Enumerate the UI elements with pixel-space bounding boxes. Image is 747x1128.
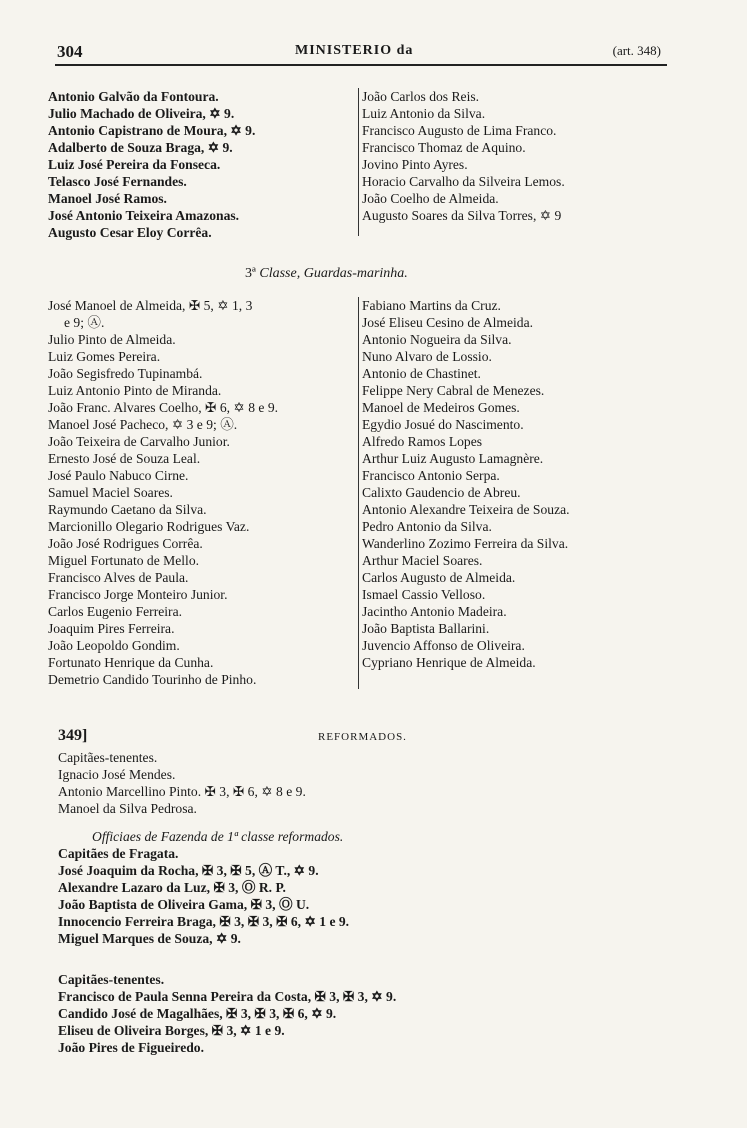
list-item: Cypriano Henrique de Almeida. — [362, 655, 536, 670]
list-item: Capitães-tenentes. — [58, 750, 158, 765]
list-item: e 9; Ⓐ. — [64, 315, 105, 330]
list-item: João Coelho de Almeida. — [362, 191, 499, 206]
section1-columns — [48, 88, 668, 240]
list-item: José Joaquim da Rocha, ✠ 3, ✠ 5, Ⓐ T., ✡ 9. — [58, 863, 319, 878]
page-number: 304 — [57, 42, 83, 61]
list-item: Horacio Carvalho da Silveira Lemos. — [362, 174, 565, 189]
list-item: Carlos Augusto de Almeida. — [362, 570, 516, 585]
list-item: João Baptista de Oliveira Gama, ✠ 3, Ⓞ U. — [58, 897, 310, 912]
list-item: Ignacio José Mendes. — [58, 767, 176, 782]
list-item: Augusto Cesar Eloy Corrêa. — [48, 225, 212, 240]
list-item: Miguel Fortunato de Mello. — [48, 553, 200, 568]
list-item: Augusto Soares da Silva Torres, ✡ 9 — [362, 208, 562, 223]
list-item: Egydio Josué do Nascimento. — [362, 417, 524, 432]
list-item: João Leopoldo Gondim. — [48, 638, 180, 653]
list-item: Manoel José Ramos. — [48, 191, 167, 206]
list-item: José Antonio Teixeira Amazonas. — [48, 208, 240, 223]
list-item: Samuel Maciel Soares. — [48, 485, 173, 500]
list-item: Pedro Antonio da Silva. — [362, 519, 492, 534]
list-item: Francisco Antonio Serpa. — [362, 468, 500, 483]
list-item: José Eliseu Cesino de Almeida. — [362, 315, 534, 330]
list-item: João José Rodrigues Corrêa. — [48, 536, 203, 551]
section1-right-column — [362, 88, 662, 224]
section2-heading-prefix: 3ª — [245, 266, 256, 281]
fazenda-subheading: Officiaes de Fazenda de 1ª classe reformados. — [92, 829, 344, 844]
list-item: Marcionillo Olegario Rodrigues Vaz. — [48, 519, 250, 534]
list-item: Francisco de Paula Senna Pereira da Costa, ✠ 3, ✠ 3, ✡ 9. — [58, 989, 397, 1004]
list-item: Luiz Antonio da Silva. — [362, 106, 486, 121]
list-item: Miguel Marques de Souza, ✡ 9. — [58, 931, 241, 946]
list-item: Adalberto de Souza Braga, ✡ 9. — [48, 140, 233, 155]
section2-columns — [48, 297, 668, 689]
list-item: Antonio Capistrano de Moura, ✡ 9. — [48, 123, 256, 138]
list-item: Luiz José Pereira da Fonseca. — [48, 157, 221, 172]
reformados-group2 — [58, 845, 349, 947]
list-item: Nuno Alvaro de Lossio. — [362, 349, 492, 364]
reformados-fazenda-block — [58, 828, 349, 947]
list-item: Jacintho Antonio Madeira. — [362, 604, 507, 619]
list-item: Luiz Antonio Pinto de Miranda. — [48, 383, 222, 398]
list-item: Manoel da Silva Pedrosa. — [58, 801, 197, 816]
list-item: Francisco Augusto de Lima Franco. — [362, 123, 557, 138]
column-divider — [358, 297, 359, 689]
list-item: Felippe Nery Cabral de Menezes. — [362, 383, 545, 398]
section2-right-column — [362, 297, 662, 671]
article-reference: (art. 348) — [612, 43, 661, 58]
article-title: REFORMADOS. — [318, 731, 407, 743]
list-item: Juvencio Affonso de Oliveira. — [362, 638, 525, 653]
list-item: João Carlos dos Reis. — [362, 89, 480, 104]
list-item: João Pires de Figueiredo. — [58, 1040, 204, 1055]
list-item: Antonio Nogueira da Silva. — [362, 332, 512, 347]
article-number: 349] — [58, 727, 88, 744]
list-item: Wanderlino Zozimo Ferreira da Silva. — [362, 536, 569, 551]
section2-heading-text: Classe, Guardas-marinha. — [259, 266, 408, 281]
list-item: Luiz Gomes Pereira. — [48, 349, 161, 364]
list-item: Antonio Alexandre Teixeira de Souza. — [362, 502, 570, 517]
list-item: Francisco Thomaz de Aquino. — [362, 140, 526, 155]
list-item: Candido José de Magalhães, ✠ 3, ✠ 3, ✠ 6, ✡ 9. — [58, 1006, 337, 1021]
list-item: Telasco José Fernandes. — [48, 174, 187, 189]
list-item: Capitães-tenentes. — [58, 972, 165, 987]
list-item: Alfredo Ramos Lopes — [362, 434, 483, 449]
list-item: Carlos Eugenio Ferreira. — [48, 604, 183, 619]
running-title: MINISTERIO da — [295, 43, 414, 58]
column-divider — [358, 88, 359, 236]
list-item: Antonio Galvão da Fontoura. — [48, 89, 219, 104]
list-item: João Franc. Alvares Coelho, ✠ 6, ✡ 8 e 9. — [48, 400, 279, 415]
list-item: Ernesto José de Souza Leal. — [48, 451, 201, 466]
list-item: Arthur Luiz Augusto Lamagnère. — [362, 451, 544, 466]
list-item: Julio Machado de Oliveira, ✡ 9. — [48, 106, 235, 121]
list-item: João Baptista Ballarini. — [362, 621, 490, 636]
section1-left-column — [48, 88, 358, 241]
list-item: Francisco Jorge Monteiro Junior. — [48, 587, 228, 602]
list-item: Antonio Marcellino Pinto. ✠ 3, ✠ 6, ✡ 8 e 9. — [58, 784, 306, 799]
list-item: Antonio de Chastinet. — [362, 366, 481, 381]
list-item: Capitães de Fragata. — [58, 846, 179, 861]
list-item: Calixto Gaudencio de Abreu. — [362, 485, 521, 500]
list-item: José Paulo Nabuco Cirne. — [48, 468, 189, 483]
list-item: Raymundo Caetano da Silva. — [48, 502, 207, 517]
reformados-group1 — [58, 749, 306, 817]
list-item: José Manoel de Almeida, ✠ 5, ✡ 1, 3 — [48, 298, 253, 313]
list-item: Fabiano Martins da Cruz. — [362, 298, 501, 313]
list-item: Alexandre Lazaro da Luz, ✠ 3, Ⓞ R. P. — [58, 880, 286, 895]
list-item: Eliseu de Oliveira Borges, ✠ 3, ✡ 1 e 9. — [58, 1023, 285, 1038]
list-item: Jovino Pinto Ayres. — [362, 157, 468, 172]
list-item: Fortunato Henrique da Cunha. — [48, 655, 214, 670]
page-header — [55, 38, 667, 66]
list-item: Joaquim Pires Ferreira. — [48, 621, 175, 636]
reformados-group3 — [58, 971, 396, 1056]
section2-heading — [245, 266, 408, 282]
list-item: Innocencio Ferreira Braga, ✠ 3, ✠ 3, ✠ 6, ✡ 1 e 9. — [58, 914, 350, 929]
list-item: João Teixeira de Carvalho Junior. — [48, 434, 230, 449]
list-item: Ismael Cassio Velloso. — [362, 587, 486, 602]
list-item: Arthur Maciel Soares. — [362, 553, 483, 568]
list-item: Demetrio Candido Tourinho de Pinho. — [48, 672, 257, 687]
list-item: Manoel José Pacheco, ✡ 3 e 9; Ⓐ. — [48, 417, 238, 432]
section2-left-column — [48, 297, 358, 688]
list-item: Manoel de Medeiros Gomes. — [362, 400, 520, 415]
list-item: Francisco Alves de Paula. — [48, 570, 189, 585]
list-item: João Segisfredo Tupinambá. — [48, 366, 203, 381]
list-item: Julio Pinto de Almeida. — [48, 332, 176, 347]
